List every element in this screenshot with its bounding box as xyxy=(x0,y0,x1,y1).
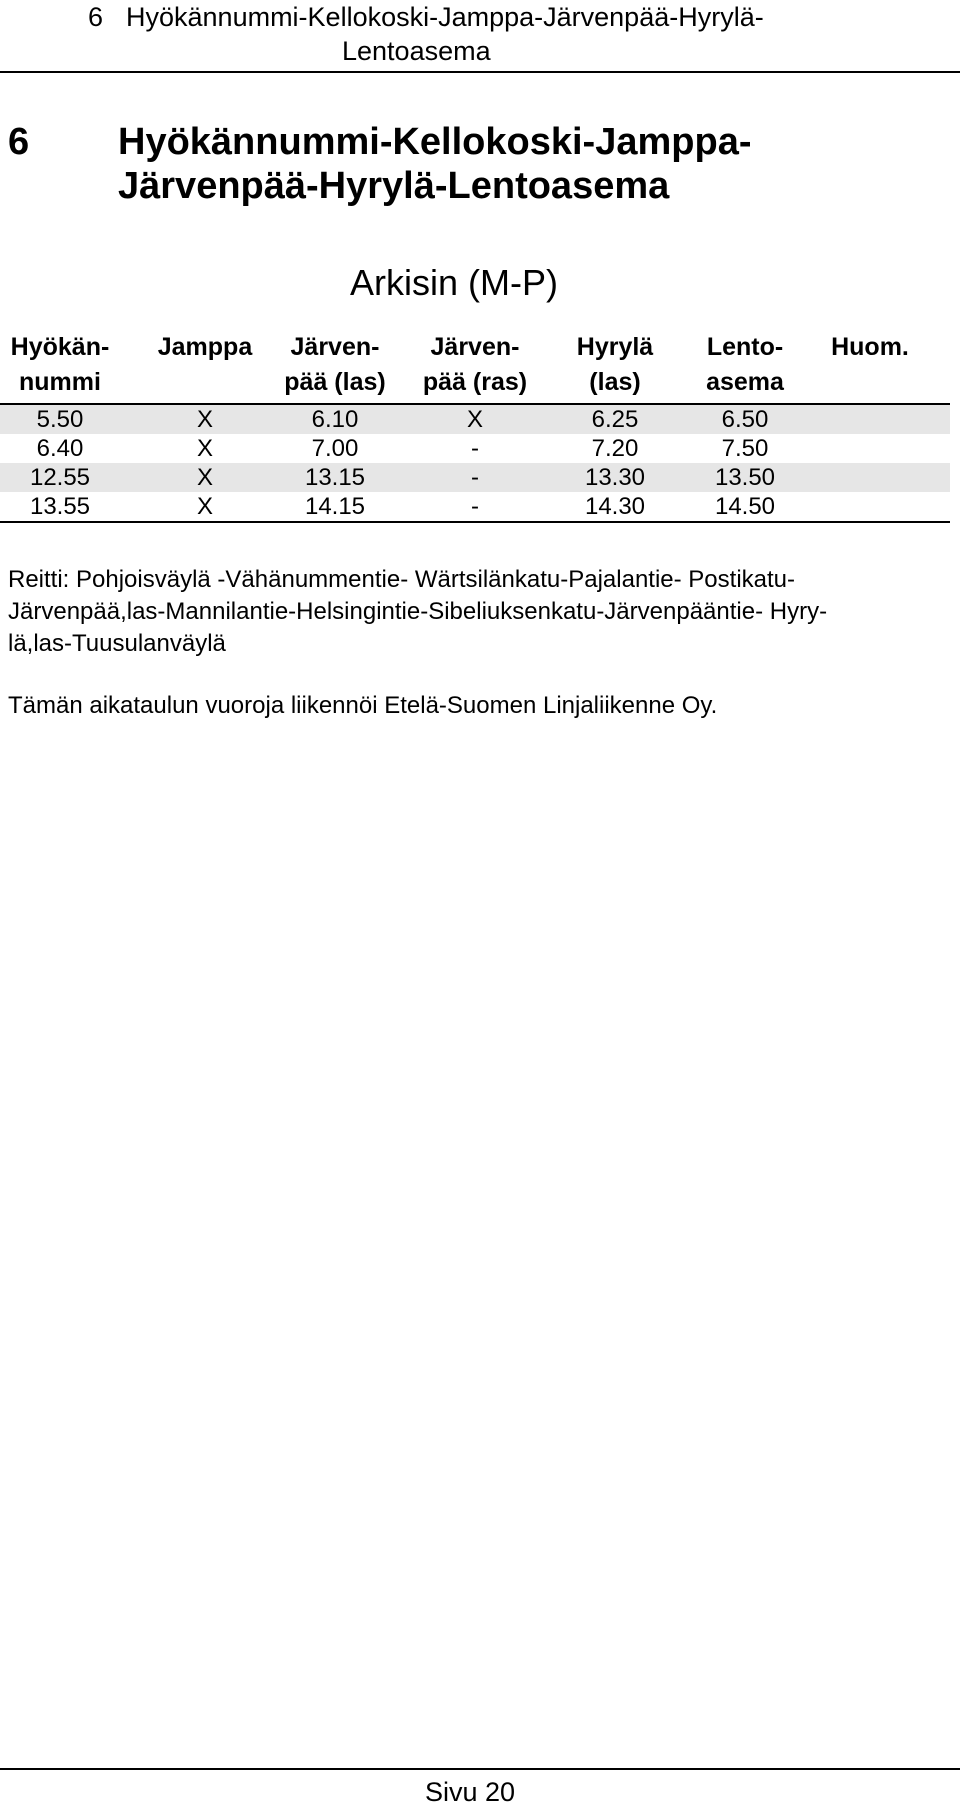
table-cell: 14.15 xyxy=(304,493,366,520)
table-cell: - xyxy=(471,435,479,462)
timetable xyxy=(0,330,950,523)
page-number: Sivu 20 xyxy=(425,1777,516,1807)
table-bottom-rule xyxy=(0,521,950,523)
running-header xyxy=(0,0,960,73)
page-footer xyxy=(0,1768,960,1807)
table-cell: X xyxy=(196,406,213,433)
table-cell: 6.50 xyxy=(721,406,769,433)
table-cell: 13.15 xyxy=(304,464,366,491)
column-header-hyokannummi: Hyökän- nummi xyxy=(10,333,110,396)
table-cell: 12.55 xyxy=(29,464,91,491)
table-cell: 14.50 xyxy=(714,493,776,520)
column-header-jamppa: Jamppa xyxy=(157,333,253,361)
timetable-header xyxy=(0,330,950,405)
route-line-2: Järvenpää,las-Mannilantie-Helsingintie-Sibeliuksenkatu-Järvenpääntie- Hyry- xyxy=(8,598,828,625)
running-header-title-line2: Lentoasema xyxy=(342,36,491,66)
table-cell: - xyxy=(471,464,479,491)
table-cell: 13.55 xyxy=(29,493,91,520)
section-number: 6 xyxy=(8,121,30,163)
table-cell: 6.40 xyxy=(36,435,84,462)
table-cell: 14.30 xyxy=(584,493,646,520)
table-cell: X xyxy=(196,435,213,462)
route-line-3: lä,las-Tuusulanväylä xyxy=(8,630,226,657)
column-header-jarvenpaa-las: Järven- pää (las) xyxy=(284,333,386,396)
table-cell: 5.50 xyxy=(36,406,84,433)
table-cell: 6.25 xyxy=(591,406,639,433)
route-description xyxy=(8,564,948,660)
column-header-huom: Huom. xyxy=(831,333,909,361)
route-line-1: Reitti: Pohjoisväylä -Vähänummentie- Wärtsilänkatu-Pajalantie- Postikatu- xyxy=(8,566,796,593)
table-row xyxy=(0,463,950,492)
table-cell: X xyxy=(196,493,213,520)
table-cell: 13.50 xyxy=(714,464,776,491)
table-cell: 7.00 xyxy=(311,435,359,462)
table-row xyxy=(0,405,950,434)
schedule-day-label: Arkisin (M-P) xyxy=(350,262,558,303)
section-title-line1: Hyökännummi-Kellokoski-Jamppa- xyxy=(118,121,752,163)
table-cell: X xyxy=(196,464,213,491)
table-cell: X xyxy=(466,406,483,433)
table-cell: 13.30 xyxy=(584,464,646,491)
table-row xyxy=(0,434,950,463)
section-title-line2: Järvenpää-Hyrylä-Lentoasema xyxy=(118,165,670,207)
column-header-jarvenpaa-ras: Järven- pää (ras) xyxy=(422,333,528,396)
table-cell: 6.10 xyxy=(311,406,359,433)
column-header-hyryla-las: Hyrylä (las) xyxy=(576,333,654,396)
column-header-lentoasema: Lento- asema xyxy=(706,333,784,396)
table-cell: - xyxy=(471,493,479,520)
table-cell: 7.20 xyxy=(591,435,639,462)
table-row xyxy=(0,492,950,521)
operator-note: Tämän aikataulun vuoroja liikennöi Etelä-Suomen Linjaliikenne Oy. xyxy=(8,692,718,719)
running-header-section-number: 6 xyxy=(88,2,104,32)
table-cell: 7.50 xyxy=(721,435,769,462)
running-header-title-line1: Hyökännummi-Kellokoski-Jamppa-Järvenpää-Hyrylä- xyxy=(126,2,764,32)
